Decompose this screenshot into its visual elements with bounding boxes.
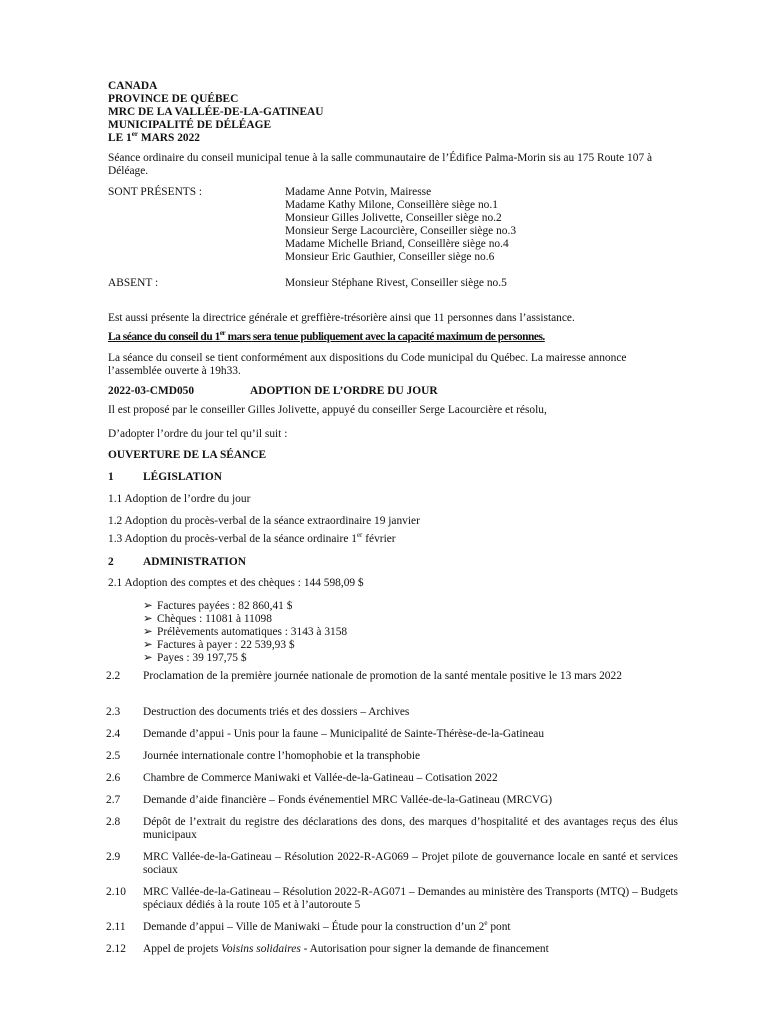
agenda-item-text: Destruction des documents triés et des dossiers – Archives: [143, 706, 410, 718]
agenda-item-text: Chambre de Commerce Maniwaki et Vallée-de-la-Gatineau – Cotisation 2022: [143, 772, 498, 784]
sublist-item: ➢ Factures payées : 82 860,41 $: [143, 600, 293, 612]
agenda-item-number: 2.5: [106, 750, 121, 762]
resolution-title: ADOPTION DE L’ORDRE DU JOUR: [250, 385, 438, 397]
resolution-number: 2022-03-CMD050: [108, 385, 195, 397]
agenda-item-1-2: 1.2 Adoption du procès-verbal de la séance extraordinaire 19 janvier: [108, 515, 420, 527]
document-header: [108, 80, 324, 145]
present-member: Monsieur Eric Gauthier, Conseiller siège no.6: [285, 251, 495, 263]
arrow-bullet-icon: ➢: [143, 600, 153, 612]
sublist-item: ➢ Prélèvements automatiques : 3143 à 3158: [143, 626, 348, 638]
present-member: Monsieur Gilles Jolivette, Conseiller siège no.2: [285, 212, 502, 224]
presents-list: [285, 186, 516, 264]
section-number: 1: [108, 471, 114, 483]
accounts-sublist: [143, 600, 347, 665]
sublist-item: ➢ Factures à payer : 22 539,93 $: [143, 639, 295, 651]
sublist-item: ➢ Chèques : 11081 à 11098: [143, 613, 272, 625]
presents-label: SONT PRÉSENTS :: [108, 186, 203, 198]
agenda-item-text: Appel de projets Voisins solidaires - Autorisation pour signer la demande de financement: [143, 943, 549, 955]
adopt-agenda-paragraph: D’adopter l’ordre du jour tel qu’il suit :: [108, 428, 288, 440]
agenda-item-1-3: 1.3 Adoption du procès-verbal de la séance ordinaire 1er février: [108, 531, 396, 545]
agenda-item-text: MRC Vallée-de-la-Gatineau – Résolution 2022-R-AG071 – Demandes au ministère des Transports (MTQ) – Budgets spéciaux dédiés à la route 105 et à l’autoroute 5: [143, 886, 678, 911]
header-date: LE 1er MARS 2022: [108, 130, 200, 144]
absent-label: ABSENT :: [108, 277, 159, 289]
agenda-item-1-1: 1.1 Adoption de l’ordre du jour: [108, 493, 251, 505]
header-province: PROVINCE DE QUÉBEC: [108, 93, 239, 105]
section-title-legislation: LÉGISLATION: [143, 471, 222, 483]
agenda-item-number: 2.3: [106, 706, 121, 718]
agenda-item-number: 2.4: [106, 728, 121, 740]
header-municipality: MUNICIPALITÉ DE DÉLÉAGE: [108, 119, 272, 131]
agenda-item-text: MRC Vallée-de-la-Gatineau – Résolution 2022-R-AG069 – Projet pilote de gouvernance locale en santé et services sociaux: [143, 851, 678, 876]
agenda-item-number: 2.8: [106, 816, 121, 828]
agenda-item-text: Proclamation de la première journée nationale de promotion de la santé mentale positive le 13 mars 2022: [143, 670, 622, 682]
conformity-paragraph: La séance du conseil se tient conformément aux dispositions du Code municipal du Québec. La mairesse annonce l’assemblée ouverte à 19h33.: [108, 352, 627, 377]
proposal-paragraph: Il est proposé par le conseiller Gilles Jolivette, appuyé du conseiller Serge Lacourcière et résolu,: [108, 404, 547, 416]
agenda-item-text: Demande d’appui – Ville de Maniwaki – Étude pour la construction d’un 2e pont: [143, 919, 511, 933]
agenda-item-number: 2.11: [106, 921, 126, 933]
agenda-item-number: 2.9: [106, 851, 121, 863]
arrow-bullet-icon: ➢: [143, 613, 153, 625]
agenda-item-text: Demande d’appui - Unis pour la faune – Municipalité de Sainte-Thérèse-de-la-Gatineau: [143, 728, 545, 740]
agenda-item-number: 2.7: [106, 794, 121, 806]
opening-heading: OUVERTURE DE LA SÉANCE: [108, 449, 267, 461]
agenda-item-2-1: 2.1 Adoption des comptes et des chèques : 144 598,09 $: [108, 577, 364, 589]
agenda-item-text: Demande d’aide financière – Fonds événementiel MRC Vallée-de-la-Gatineau (MRCVG): [143, 794, 553, 806]
present-member: Madame Michelle Briand, Conseillère siège no.4: [285, 238, 509, 250]
agenda-item-number: 2.6: [106, 772, 121, 784]
section-number: 2: [108, 556, 114, 568]
sublist-item: ➢ Payes : 39 197,75 $: [143, 652, 247, 664]
section-title-administration: ADMINISTRATION: [143, 556, 246, 568]
agenda-item-text: Journée internationale contre l’homophobie et la transphobie: [143, 750, 421, 762]
intro-paragraph: Séance ordinaire du conseil municipal tenue à la salle communautaire de l’Édifice Palma-Morin sis au 175 Route 107 à Déléage.: [108, 152, 653, 177]
present-member: Madame Kathy Milone, Conseillère siège no.1: [285, 199, 498, 211]
absent-member: Monsieur Stéphane Rivest, Conseiller siège no.5: [285, 277, 507, 289]
agenda-item-number: 2.10: [106, 886, 126, 898]
arrow-bullet-icon: ➢: [143, 652, 153, 664]
present-member: Madame Anne Potvin, Mairesse: [285, 186, 432, 198]
present-member: Monsieur Serge Lacourcière, Conseiller siège no.3: [285, 225, 517, 237]
arrow-bullet-icon: ➢: [143, 639, 153, 651]
agenda-item-number: 2.2: [106, 670, 121, 682]
header-mrc: MRC DE LA VALLÉE-DE-LA-GATINEAU: [108, 106, 324, 118]
public-session-notice: La séance du conseil du 1er mars sera tenue publiquement avec la capacité maximum de personnes.: [108, 329, 545, 343]
agenda-item-text: Dépôt de l’extrait du registre des déclarations des dons, des marques d’hospitalité et des avantages reçus des élus municipaux: [143, 816, 678, 841]
assistance-paragraph: Est aussi présente la directrice générale et greffière-trésorière ainsi que 11 personnes dans l’assistance.: [108, 312, 575, 324]
header-country: CANADA: [108, 80, 158, 92]
agenda-item-number: 2.12: [106, 943, 126, 955]
arrow-bullet-icon: ➢: [143, 626, 153, 638]
